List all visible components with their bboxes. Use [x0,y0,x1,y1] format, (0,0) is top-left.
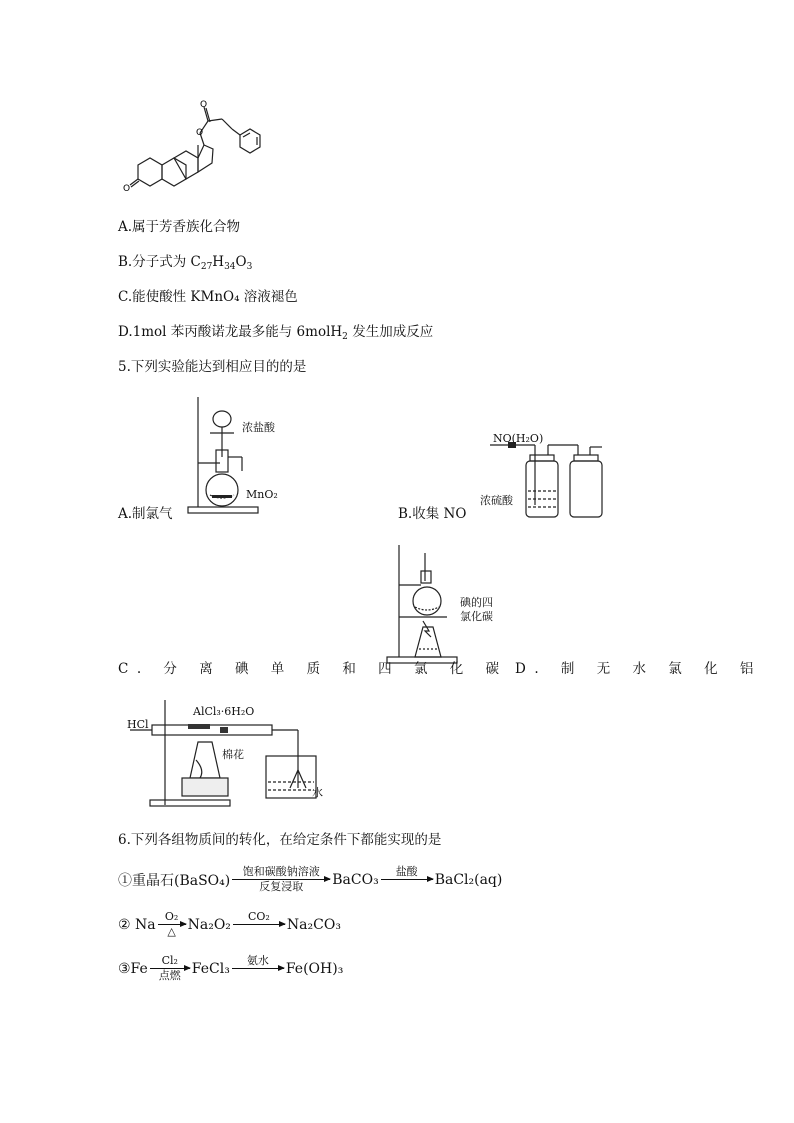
arrow-1a: 饱和碳酸钠溶液 反复浸取 [232,866,330,893]
conc-hcl-label: 浓盐酸 [242,421,275,434]
q4-option-c: C.能使酸性 KMnO₄ 溶液褪色 [118,289,298,305]
iodine-ccl4-label-1: 碘的四 [460,596,493,609]
ester-oxygen-label: O [196,128,204,138]
q6-stem: 6.下列各组物质间的转化，在给定条件下都能实现的是 [118,832,442,848]
q4-option-b: B.分子式为 $C_{27}H_{34}O_3$ [118,254,253,272]
mno2-label: MnO₂ [246,488,278,501]
q5-option-c: C. 分 离 碘 单 质 和 四 氯 化 碳 [118,661,509,677]
q4-option-d: D.1mol 苯丙酸诺龙最多能与 6molH$_2$ 发生加成反应 [118,324,434,342]
alcl3-hydrate-label: AlCl₃·6H₂O [193,705,255,718]
q5-option-d: D. 制 无 水 氯 化 铝 [515,661,763,677]
reaction-1: ①重晶石(BaSO₄) 饱和碳酸钠溶液 反复浸取 BaCO₃ 盐酸 BaCl₂(aq) [118,865,503,893]
reaction-2: ② Na O₂ △ Na₂O₂ CO₂ Na₂CO₃ [118,910,341,938]
water-label: 水 [312,786,323,799]
q5-stem: 5.下列实验能达到相应目的的是 [118,359,307,375]
carbonyl-oxygen-label: O [200,100,208,110]
conc-sulfuric-label: 浓硫酸 [480,494,513,507]
arrow-2a: O₂ △ [158,911,186,938]
q4-option-a: A.属于芳香族化合物 [118,219,241,235]
iodine-ccl4-label-2: 氯化碳 [460,610,493,623]
arrow-3b: 氨水 [232,955,284,982]
arrow-1b: 盐酸 [381,866,433,893]
arrow-3a: Cl₂ 点燃 [150,955,190,982]
q5-option-a: A.制氯气 [118,506,173,522]
hcl-gas-label: HCl [127,718,149,731]
arrow-2b: CO₂ [233,911,285,938]
no-gas-label: NO(H₂O) [493,432,544,445]
cotton-label: 棉花 [222,748,244,761]
reaction-3: ③Fe Cl₂ 点燃 FeCl₃ 氨水 Fe(OH)₃ [118,954,344,982]
iodine-separation-diagram [385,545,465,670]
ketone-oxygen-label: O [123,184,131,194]
steroid-structure-diagram [118,95,278,205]
chlorine-apparatus-diagram [180,395,290,520]
q5-option-b: B.收集 NO [398,506,467,522]
